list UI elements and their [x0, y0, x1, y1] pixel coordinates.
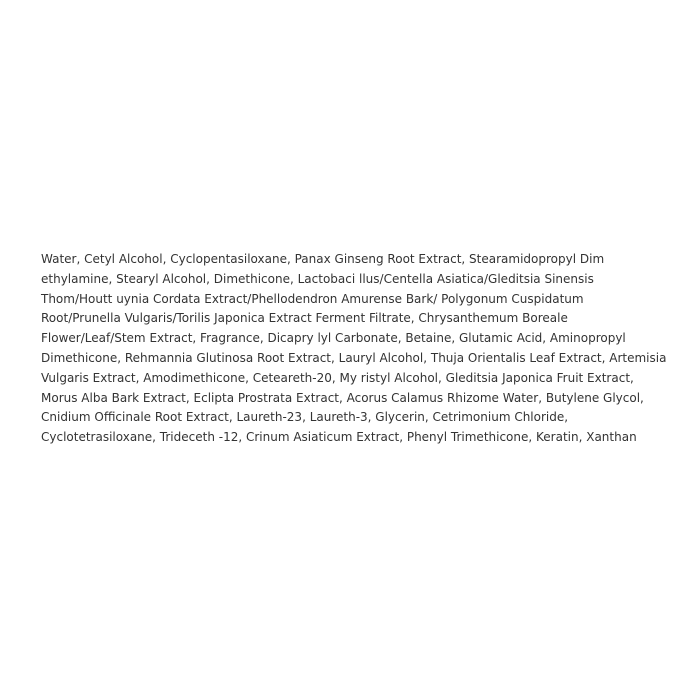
ingredients-line-5: Flower/Leaf/Stem Extract, Fragrance, Dicapry lyl Carbonate, Betaine, Glutamic Acid, Aminopropyl: [41, 331, 626, 346]
ingredients-line-4: Root/Prunella Vulgaris/Torilis Japonica Extract Ferment Filtrate, Chrysanthemum Boreale: [41, 311, 568, 326]
ingredients-list: [41, 250, 671, 448]
ingredients-line-9: Cnidium Officinale Root Extract, Laureth-23, Laureth-3, Glycerin, Cetrimonium Chloride,: [41, 410, 569, 425]
ingredients-line-2: ethylamine, Stearyl Alcohol, Dimethicone, Lactobaci llus/Centella Asiatica/Gleditsia Sinensis: [41, 271, 594, 286]
ingredients-line-3: Thom/Houtt uynia Cordata Extract/Phellodendron Amurense Bark/ Polygonum Cuspidatum: [41, 291, 584, 306]
ingredients-line-8: Morus Alba Bark Extract, Eclipta Prostrata Extract, Acorus Calamus Rhizome Water, Butylene Glycol,: [41, 390, 644, 405]
ingredients-line-6: Dimethicone, Rehmannia Glutinosa Root Extract, Lauryl Alcohol, Thuja Orientalis Leaf Extract, Artemisia: [41, 350, 667, 365]
ingredients-line-1: Water, Cetyl Alcohol, Cyclopentasiloxane, Panax Ginseng Root Extract, Stearamidopropyl Dim: [41, 252, 605, 266]
ingredients-line-7: Vulgaris Extract, Amodimethicone, Ceteareth-20, My ristyl Alcohol, Gleditsia Japonica Fruit Extract,: [41, 370, 634, 385]
ingredients-line-10: Cyclotetrasiloxane, Trideceth -12, Crinum Asiaticum Extract, Phenyl Trimethicone, Keratin, Xanthan: [41, 430, 637, 445]
